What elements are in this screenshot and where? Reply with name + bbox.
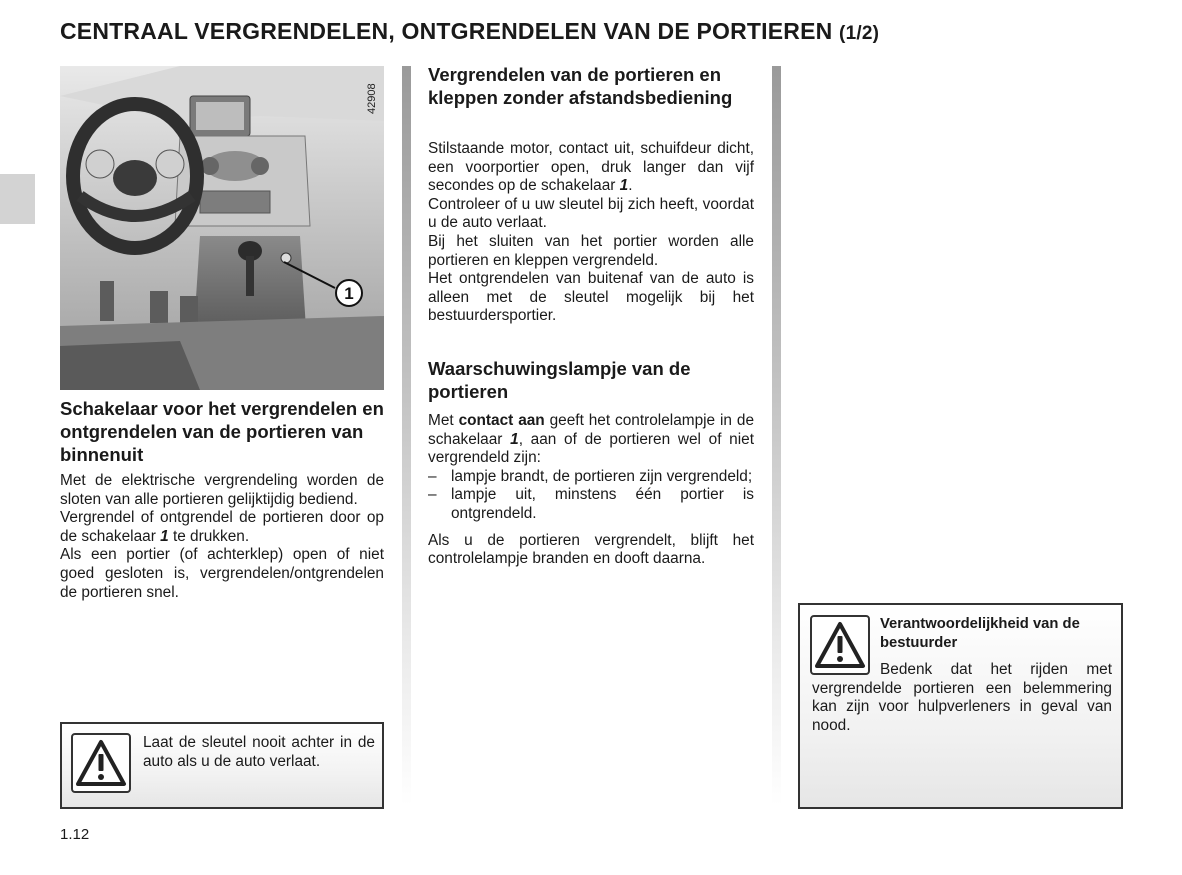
paragraph: Vergrendel of ontgrendel de portieren door op de schakelaar 1 te drukken. [60,509,384,545]
heading-lock-without-remote: Vergrendelen van de portieren en kleppen zonder afstandsbediening [428,64,733,108]
middle-section2-body [428,412,754,569]
warning-text: Bedenk dat het rijden met vergrendelde portieren een belemmering kan zijn voor hulpverleners in geval van nood. [812,661,1112,734]
switch-reference: 1 [619,177,629,195]
figure-reference [364,70,382,114]
chapter-side-tab [0,174,35,224]
heading-door-warning-light: Waarschuwingslampje van de portieren [428,358,691,402]
middle-section1-body [428,140,754,326]
paragraph: Stilstaande motor, contact uit, schuifdeur dicht, een voorportier open, druk langer dan vijf secondes op de schakelaar 1. [428,140,754,195]
page-part-indicator: (1/2) [839,23,880,44]
dashboard-photo [60,66,384,390]
warning-box-key [60,722,384,809]
warning-triangle-icon [71,733,131,793]
column-divider-left [402,66,411,806]
page-title-text: CENTRAAL VERGRENDELEN, ONTGRENDELEN VAN DE PORTIEREN [60,18,833,44]
column-divider-right [772,66,781,806]
paragraph: Als een portier (of achterklep) open of niet goed gesloten is, vergrendelen/ontgrendelen de portieren snel. [60,546,384,601]
paragraph: Controleer of u uw sleutel bij zich heeft, voordat u de auto verlaat. [428,195,754,232]
dashboard-illustration [60,66,384,390]
page-number: 1.12 [60,826,90,843]
list-item: – lampje brandt, de portieren zijn vergrendeld; [428,467,753,485]
paragraph: Met de elektrische vergrendeling worden de sloten van alle portieren gelijktijdig bediend. [60,472,384,508]
switch-reference: 1 [160,527,169,545]
paragraph: Met contact aan geeft het controlelampje in de schakelaar 1, aan of de portieren wel of niet vergrendeld zijn: [428,412,755,467]
warning-heading: Verantwoordelijkheid van de bestuurder [880,616,1080,651]
figure-reference-number: 42908 [366,83,378,114]
page-title [60,18,879,45]
warning-box-driver-responsibility [798,603,1123,809]
switch-reference: 1 [510,430,519,448]
paragraph: Bij het sluiten van het portier worden alle portieren en kleppen vergrendeld. [428,232,754,269]
list-item: – lampje uit, minstens één portier is ontgrendeld. [428,486,754,522]
paragraph: Het ontgrendelen van buitenaf van de auto is alleen met de sleutel mogelijk bij het bestuurdersportier. [428,270,754,325]
left-column-body [60,472,384,602]
callout-label: 1 [344,284,354,303]
heading-interior-switch: Schakelaar voor het vergrendelen en ontgrendelen van de portieren van binnenuit [60,398,384,465]
paragraph: Als u de portieren vergrendelt, blijft het controlelampje branden en dooft daarna. [428,531,754,568]
warning-text: Laat de sleutel nooit achter in de auto als u de auto verlaat. [143,734,375,770]
